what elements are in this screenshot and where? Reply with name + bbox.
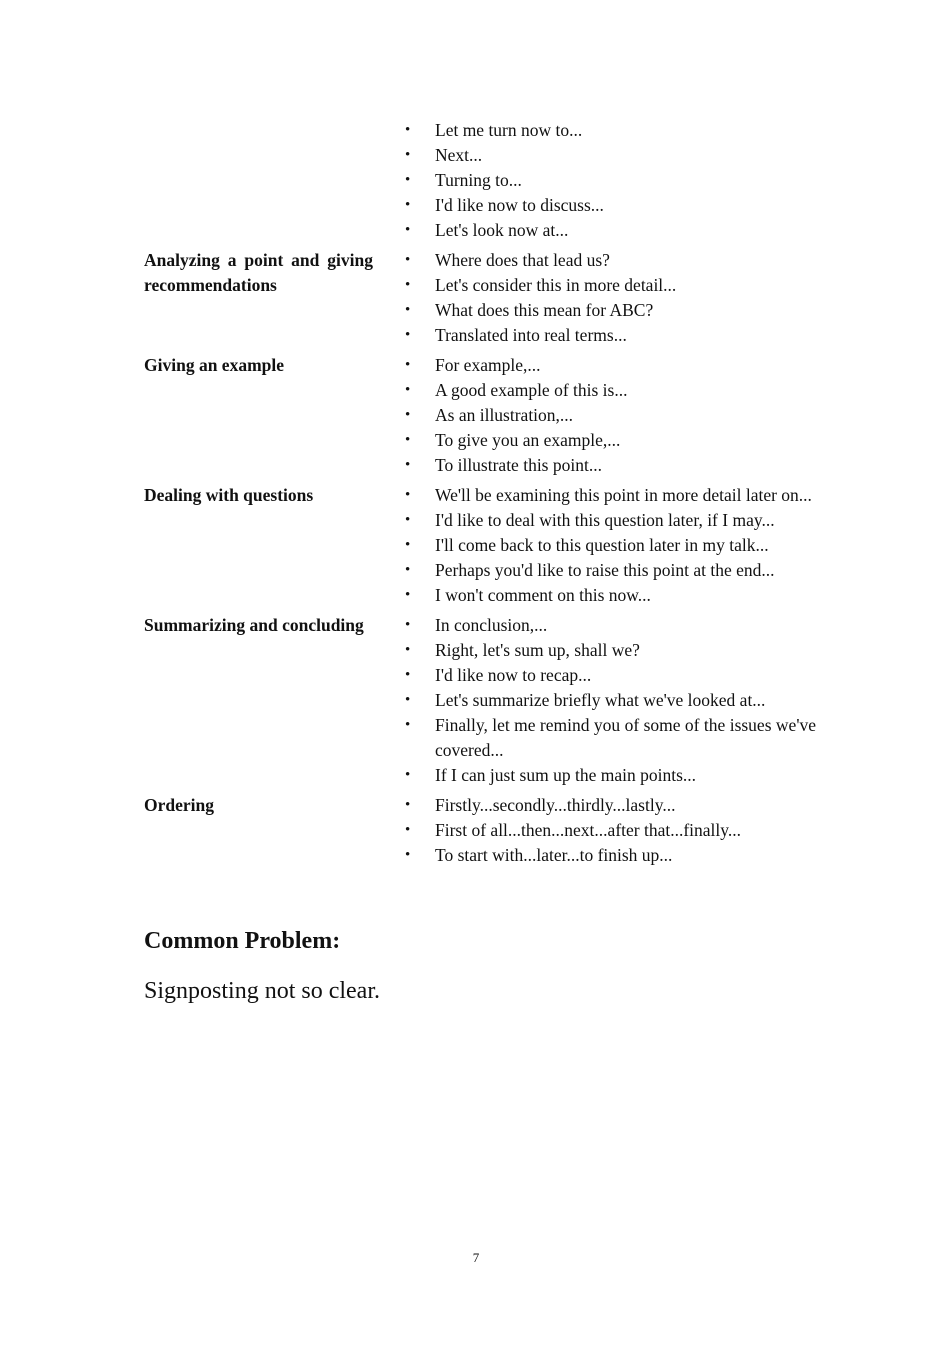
list-item: • If I can just sum up the main points... [435,763,816,788]
list-item: • First of all...then...next...after that...finally... [435,818,816,843]
list-item: • Let's consider this in more detail... [435,273,816,298]
list-item: • Right, let's sum up, shall we? [435,638,816,663]
list-item: • Finally, let me remind you of some of the issues we've covered... [435,713,816,763]
list-item: • Perhaps you'd like to raise this point at the end... [435,558,816,583]
common-problem-text: Signposting not so clear. [144,978,380,1004]
list-item: • I'd like now to recap... [435,663,816,688]
phrase-list [373,248,816,348]
signposting-table [144,118,816,868]
row-label: Analyzing a point and giving recommendations [144,250,373,295]
list-item: • In conclusion,... [435,613,816,638]
list-item: • I'd like now to discuss... [435,193,816,218]
list-item: • For example,... [435,353,816,378]
table-row [144,248,816,348]
table-row [144,353,816,478]
list-item: • To start with...later...to finish up... [435,843,816,868]
row-label: Dealing with questions [144,485,314,505]
row-label: Ordering [144,795,214,815]
table-row [144,793,816,868]
phrase-list [373,118,816,243]
list-item: • I won't comment on this now... [435,583,816,608]
list-item: • Firstly...secondly...thirdly...lastly... [435,793,816,818]
list-item: • To give you an example,... [435,428,816,453]
list-item: • We'll be examining this point in more detail later on... [435,483,816,508]
list-item: • What does this mean for ABC? [435,298,816,323]
phrase-list [373,483,816,608]
list-item: • Where does that lead us? [435,248,816,273]
list-item: • Turning to... [435,168,816,193]
list-item: • I'd like to deal with this question later, if I may... [435,508,816,533]
phrase-list [373,793,816,868]
table-row [144,483,816,608]
list-item: • Translated into real terms... [435,323,816,348]
common-problem-heading: Common Problem: [144,928,341,954]
list-item: • Let's look now at... [435,218,816,243]
page-number: 7 [472,1250,480,1265]
list-item: • I'll come back to this question later in my talk... [435,533,816,558]
phrase-list [373,613,816,788]
row-label: Giving an example [144,355,285,375]
phrase-list [373,353,816,478]
list-item: • A good example of this is... [435,378,816,403]
list-item: • As an illustration,... [435,403,816,428]
list-item: • To illustrate this point... [435,453,816,478]
table-row [144,613,816,788]
row-label: Summarizing and concluding [144,615,364,635]
list-item: • Let me turn now to... [435,118,816,143]
list-item: • Let's summarize briefly what we've looked at... [435,688,816,713]
table-row [144,118,816,243]
list-item: • Next... [435,143,816,168]
